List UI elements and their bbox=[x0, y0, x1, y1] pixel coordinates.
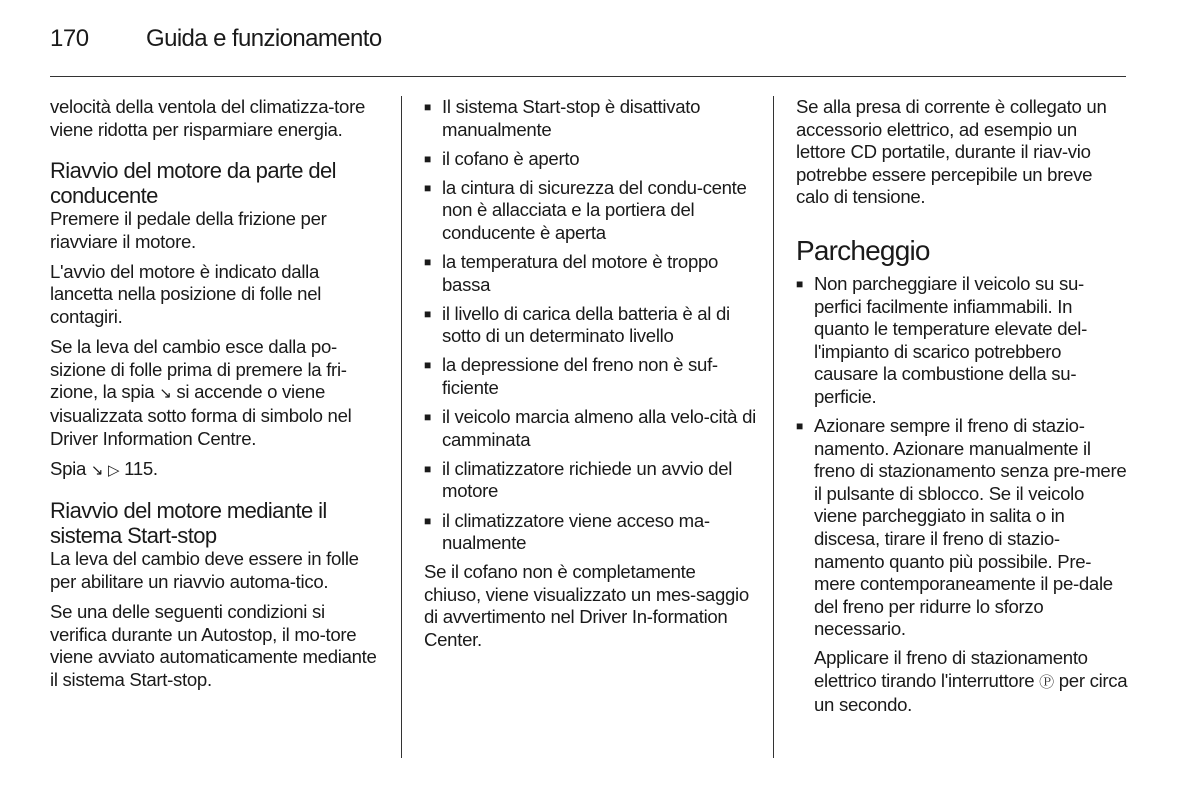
list-item: ■ il cofano è aperto bbox=[424, 148, 756, 171]
list-item: ■ Azionare sempre il freno di stazio-namento. Azionare manualmente il freno di stazionamento senza pre-mere il pulsante di sblocco. Se il veicolo viene parcheggiato in salita o in discesa, tirare il freno di stazio-namento quanto più possibile. Pre-mere contemporaneamente il pe-dale del freno per ridurre lo sforzo necessario. bbox=[796, 415, 1128, 641]
paragraph: L'avvio del motore è indicato dalla lancetta nella posizione di folle nel contagiri. bbox=[50, 260, 322, 328]
paragraph: La leva del cambio deve essere in folle per abilitare un riavvio automa-tico. bbox=[50, 548, 359, 592]
text-segment: per circa un secondo. bbox=[814, 670, 1128, 715]
page-header bbox=[50, 25, 1126, 59]
paragraph: Se una delle seguenti condizioni si verifica durante un Autostop, il mo-tore viene avviato automaticamente mediante il sistema Start-stop. bbox=[50, 600, 377, 690]
column-divider bbox=[401, 96, 402, 758]
list-item: ■ il climatizzatore richiede un avvio del motore bbox=[424, 458, 756, 503]
column-3 bbox=[796, 96, 1128, 724]
clutch-warning-icon: ↘︎ bbox=[90, 460, 104, 479]
paragraph: Premere il pedale della frizione per riavviare il motore. bbox=[50, 208, 327, 252]
condition-list bbox=[424, 96, 756, 555]
section-heading: Riavvio del motore da parte del conducente bbox=[50, 158, 336, 209]
list-item: ■ il livello di carica della batteria è al di sotto di un determinato livello bbox=[424, 303, 756, 348]
parking-brake-icon: Ⓟ bbox=[1039, 673, 1054, 692]
text-segment: si accende o viene visualizzata sotto forma di simbolo nel Driver Information Centre. bbox=[50, 381, 352, 449]
list-item: ■ il climatizzatore viene acceso ma-nualmente bbox=[424, 510, 756, 555]
paragraph bbox=[50, 458, 385, 482]
section-heading-parcheggio: Parcheggio bbox=[796, 234, 930, 266]
list-item: ■ la depressione del freno non è suf-ficiente bbox=[424, 354, 756, 399]
list-item: ■ Non parcheggiare il veicolo su su-perfici facilmente infiammabili. In quanto le temperature elevate del-l'impianto di scarico potrebbero causare la combustione della su-perficie. bbox=[796, 273, 1128, 409]
header-rule bbox=[50, 76, 1126, 77]
list-item: ■ la temperatura del motore è troppo bassa bbox=[424, 251, 756, 296]
page-reference-link[interactable]: 115. bbox=[124, 457, 158, 479]
section-heading: Riavvio del motore mediante il sistema Start-stop bbox=[50, 498, 327, 549]
text-segment: Applicare il freno di stazionamento elettrico tirando l'interruttore bbox=[814, 647, 1088, 692]
text-segment: Spia bbox=[50, 457, 87, 479]
list-item: ■ Il sistema Start-stop è disattivato manualmente bbox=[424, 96, 756, 141]
paragraph: Se il cofano non è completamente chiuso, viene visualizzato un mes-saggio di avvertimento nel Driver In-formation Center. bbox=[424, 561, 749, 650]
column-1 bbox=[50, 96, 385, 699]
page-number: 170 bbox=[50, 25, 89, 52]
text-segment: Se la leva del cambio esce dalla po-sizione di folle prima di premere la fri-zione, la spia bbox=[50, 336, 347, 403]
paragraph bbox=[50, 336, 385, 450]
clutch-warning-icon: ↘︎ bbox=[159, 384, 172, 403]
list-item: ■ il veicolo marcia almeno alla velo-cità di camminata bbox=[424, 406, 756, 451]
paragraph: velocità della ventola del climatizza-tore viene ridotta per risparmiare energia. bbox=[50, 96, 366, 140]
chapter-title: Guida e funzionamento bbox=[146, 25, 382, 52]
paragraph bbox=[796, 647, 1128, 716]
list-item: ■ la cintura di sicurezza del condu-cente non è allacciata e la portiera del conducente è aperta bbox=[424, 177, 756, 245]
column-2 bbox=[424, 96, 756, 659]
page-reference-icon[interactable]: ▷ bbox=[108, 460, 120, 479]
column-divider bbox=[773, 96, 774, 758]
paragraph: Se alla presa di corrente è collegato un accessorio elettrico, ad esempio un lettore CD portatile, durante il riav-vio potrebbe essere percepibile un breve calo di tensione. bbox=[796, 96, 1107, 208]
parking-list bbox=[796, 273, 1128, 641]
